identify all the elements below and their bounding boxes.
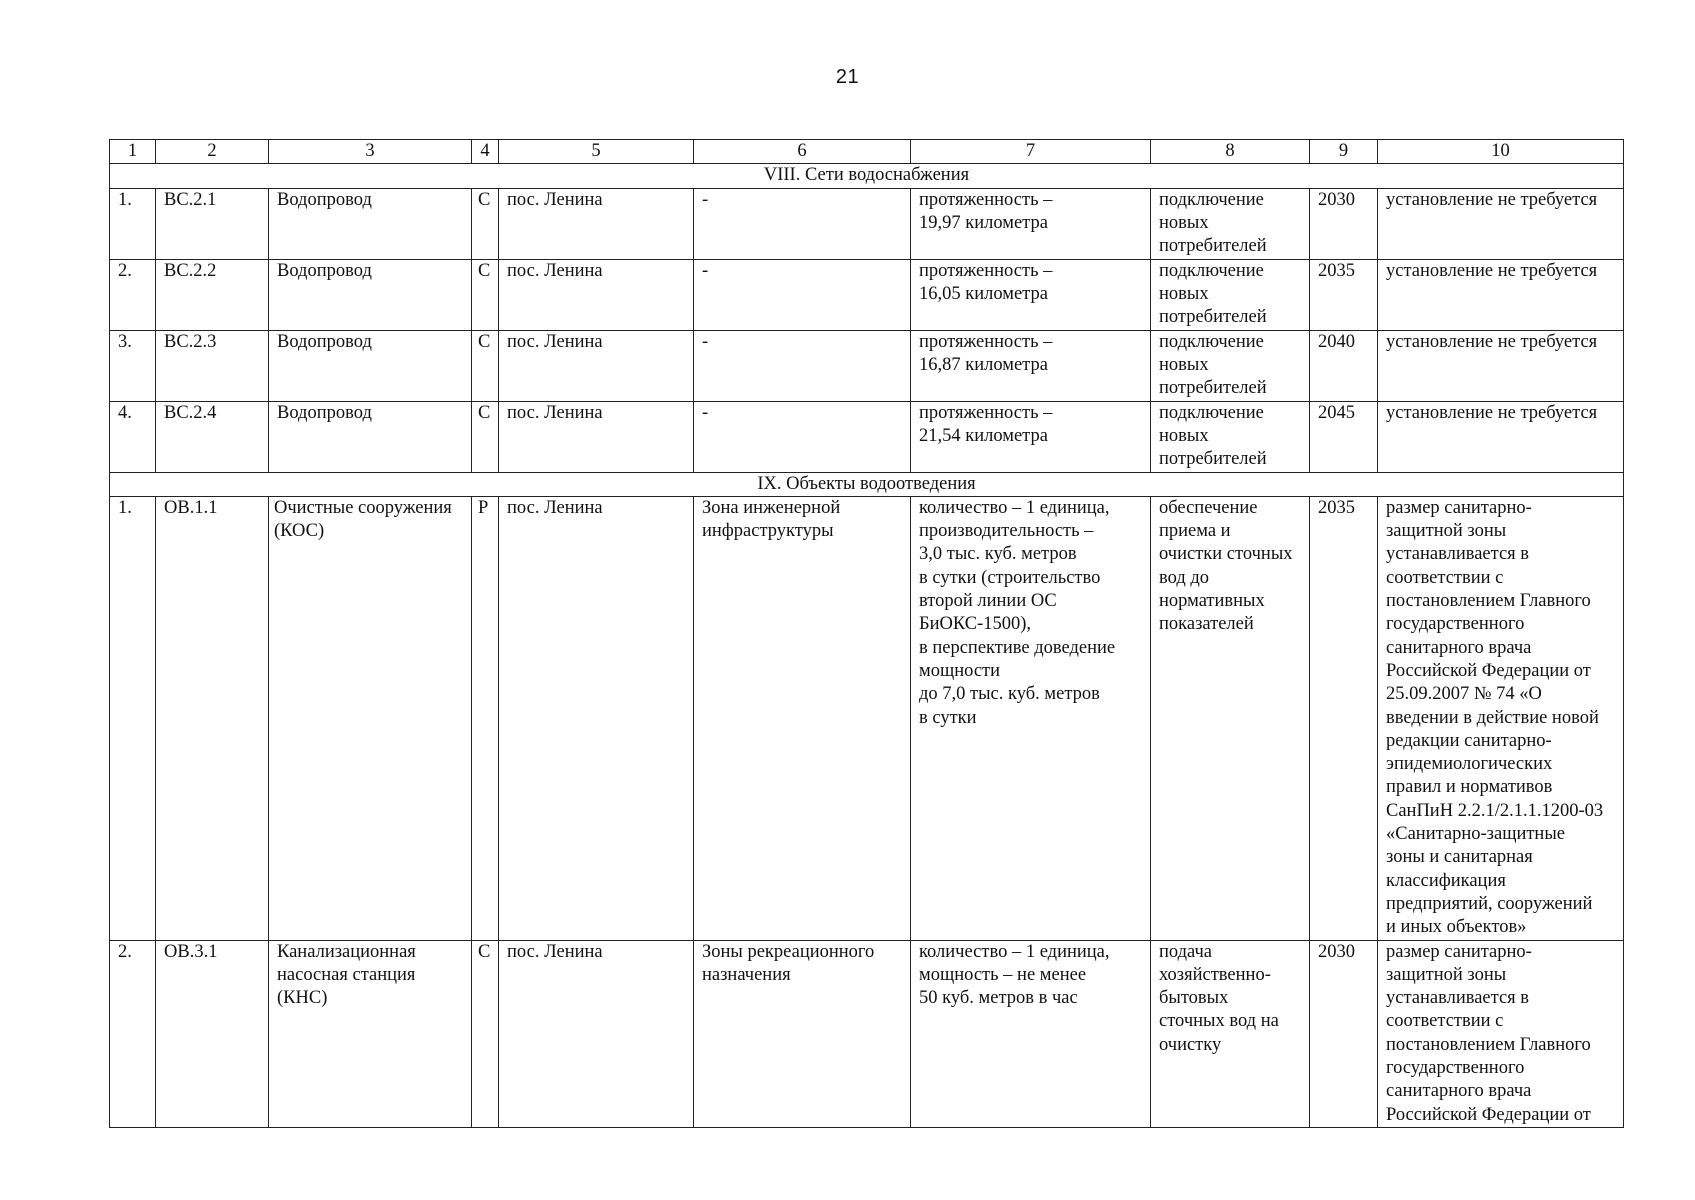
object-year: 2040 [1310,330,1378,401]
row-number: 1. [110,188,156,259]
header-cell: 3 [269,140,472,164]
object-purpose: подключение новых потребителей [1151,188,1310,259]
zone-restriction: установление не требуется [1378,259,1624,330]
zone-restriction: размер санитарно- защитной зоны устанавливается в соответствии с постановлением Главного государственного санитарного врача Российской Федерации от 25.09.2007 № 74 «О введении в действие новой редакции санитарно- эпидемиологических правил и нормативов СанПиН 2.2.1/2.1.1.1200-03 «Санитарно-защитные зоны и санитарная классификация предприятий, сооружений и иных объектов» [1378,496,1624,940]
row-number: 3. [110,330,156,401]
object-code: ОВ.3.1 [156,940,269,1127]
object-location: пос. Ленина [499,188,694,259]
header-cell: 6 [694,140,911,164]
object-location: пос. Ленина [499,401,694,472]
object-purpose: обеспечение приема и очистки сточных вод до нормативных показателей [1151,496,1310,940]
object-status: С [472,188,499,259]
table-row [110,330,1624,401]
object-year: 2030 [1310,940,1378,1127]
table-row [110,401,1624,472]
object-name: Водопровод [269,330,472,401]
object-year: 2045 [1310,401,1378,472]
object-characteristics: количество – 1 единица, производительность – 3,0 тыс. куб. метров в сутки (строительство второй линии ОС БиОКС-1500), в перспективе доведение мощности до 7,0 тыс. куб. метров в сутки [911,496,1151,940]
functional-zone: - [694,259,911,330]
object-code: ВС.2.4 [156,401,269,472]
object-purpose: подключение новых потребителей [1151,330,1310,401]
zone-restriction: установление не требуется [1378,330,1624,401]
row-number: 2. [110,940,156,1127]
functional-zone: Зона инженерной инфраструктуры [694,496,911,940]
functional-zone: Зоны рекреационного назначения [694,940,911,1127]
object-location: пос. Ленина [499,330,694,401]
object-name: Водопровод [269,188,472,259]
zone-restriction: установление не требуется [1378,401,1624,472]
section-title-row [110,472,1624,496]
object-characteristics: количество – 1 единица, мощность – не менее 50 куб. метров в час [911,940,1151,1127]
object-name: Очистные сооружения (КОС) [269,496,472,940]
object-purpose: подключение новых потребителей [1151,401,1310,472]
object-status: С [472,330,499,401]
object-name: Канализационная насосная станция (КНС) [269,940,472,1127]
object-year: 2035 [1310,496,1378,940]
functional-zone: - [694,330,911,401]
object-characteristics: протяженность – 21,54 километра [911,401,1151,472]
object-code: ВС.2.1 [156,188,269,259]
object-characteristics: протяженность – 16,05 километра [911,259,1151,330]
row-number: 4. [110,401,156,472]
object-year: 2030 [1310,188,1378,259]
header-cell: 9 [1310,140,1378,164]
header-cell: 2 [156,140,269,164]
section-title: VIII. Сети водоснабжения [110,164,1624,188]
row-number: 1. [110,496,156,940]
table-row [110,940,1624,1127]
object-characteristics: протяженность – 19,97 километра [911,188,1151,259]
object-location: пос. Ленина [499,496,694,940]
object-name: Водопровод [269,259,472,330]
header-cell: 7 [911,140,1151,164]
object-purpose: подача хозяйственно- бытовых сточных вод на очистку [1151,940,1310,1127]
object-characteristics: протяженность – 16,87 километра [911,330,1151,401]
zone-restriction: размер санитарно- защитной зоны устанавливается в соответствии с постановлением Главного государственного санитарного врача Российской Федерации от [1378,940,1624,1127]
header-cell: 4 [472,140,499,164]
object-status: Р [472,496,499,940]
object-code: ОВ.1.1 [156,496,269,940]
row-number: 2. [110,259,156,330]
table-row [110,188,1624,259]
header-cell: 1 [110,140,156,164]
header-cell: 8 [1151,140,1310,164]
header-cell: 5 [499,140,694,164]
object-code: ВС.2.2 [156,259,269,330]
functional-zone: - [694,188,911,259]
object-location: пос. Ленина [499,259,694,330]
object-code: ВС.2.3 [156,330,269,401]
table-row [110,259,1624,330]
table-row [110,496,1624,940]
page-number: 21 [835,66,860,88]
header-cell: 10 [1378,140,1624,164]
functional-zone: - [694,401,911,472]
object-purpose: подключение новых потребителей [1151,259,1310,330]
section-title-row [110,164,1624,188]
zone-restriction: установление не требуется [1378,188,1624,259]
table-header-row [110,140,1624,164]
object-status: С [472,401,499,472]
section-title: IX. Объекты водоотведения [110,472,1624,496]
objects-table [109,139,1624,1128]
object-year: 2035 [1310,259,1378,330]
object-name: Водопровод [269,401,472,472]
object-status: С [472,940,499,1127]
object-location: пос. Ленина [499,940,694,1127]
object-status: С [472,259,499,330]
